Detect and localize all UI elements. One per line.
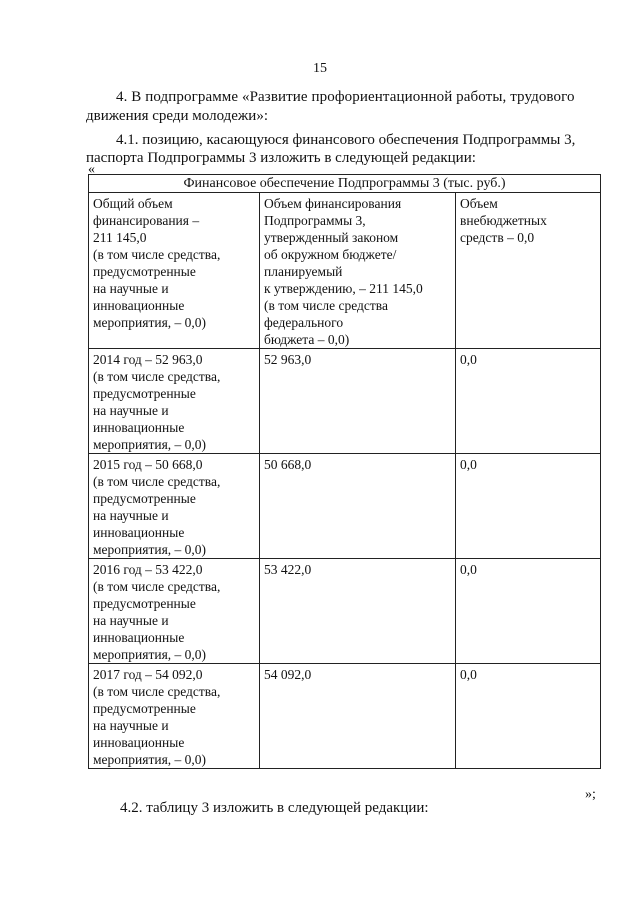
- table-caption: Финансовое обеспечение Подпрограммы 3 (тыс. руб.): [89, 175, 601, 193]
- row-extra-value: 0,0: [456, 559, 601, 664]
- paragraph-4-line-1: 4. В подпрограмме «Развитие профориентационной работы, трудового: [116, 89, 575, 105]
- row-budget-value: 52 963,0: [260, 349, 456, 454]
- row-year-total: 2016 год – 53 422,0 (в том числе средства, предусмотренные на научные и инновационные мероприятия, – 0,0): [89, 559, 260, 664]
- paragraph-4-2: 4.2. таблицу 3 изложить в следующей редакции:: [120, 800, 429, 816]
- header-total-financing: Общий объем финансирования – 211 145,0 (в том числе средства, предусмотренные на научные и инновационные мероприятия, – 0,0): [89, 193, 260, 349]
- closing-quote: »;: [585, 787, 596, 802]
- paragraph-4-1-line-1: 4.1. позицию, касающуюся финансового обеспечения Подпрограммы 3,: [116, 132, 576, 148]
- paragraph-4-line-2: движения среди молодежи»:: [86, 108, 268, 124]
- opening-quote: «: [88, 162, 95, 177]
- financing-table: [88, 174, 601, 769]
- table-header-row: [89, 193, 601, 349]
- table-caption-row: [89, 175, 601, 193]
- row-budget-value: 54 092,0: [260, 664, 456, 769]
- row-budget-value: 50 668,0: [260, 454, 456, 559]
- header-extrabudgetary: Объем внебюджетных средств – 0,0: [456, 193, 601, 349]
- table-row: [89, 349, 601, 454]
- table-row: [89, 454, 601, 559]
- paragraph-4-1-line-2: паспорта Подпрограммы 3 изложить в следующей редакции:: [86, 150, 476, 166]
- row-extra-value: 0,0: [456, 454, 601, 559]
- table-row: [89, 664, 601, 769]
- row-budget-value: 53 422,0: [260, 559, 456, 664]
- row-extra-value: 0,0: [456, 349, 601, 454]
- row-extra-value: 0,0: [456, 664, 601, 769]
- table-row: [89, 559, 601, 664]
- header-budget-financing: Объем финансирования Подпрограммы 3, утвержденный законом об окружном бюджете/ планируемый к утверждению, – 211 145,0 (в том числе средства федерального бюджета – 0,0): [260, 193, 456, 349]
- page-number: 15: [313, 61, 327, 76]
- row-year-total: 2014 год – 52 963,0 (в том числе средства, предусмотренные на научные и инновационные мероприятия, – 0,0): [89, 349, 260, 454]
- row-year-total: 2015 год – 50 668,0 (в том числе средства, предусмотренные на научные и инновационные мероприятия, – 0,0): [89, 454, 260, 559]
- row-year-total: 2017 год – 54 092,0 (в том числе средства, предусмотренные на научные и инновационные мероприятия, – 0,0): [89, 664, 260, 769]
